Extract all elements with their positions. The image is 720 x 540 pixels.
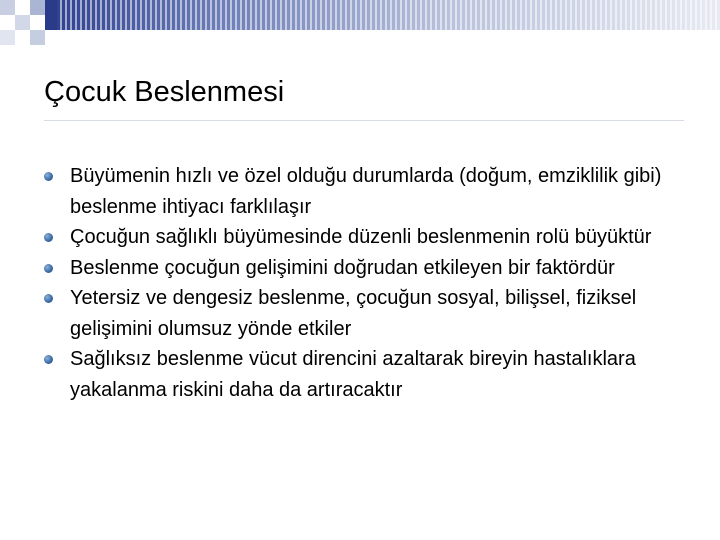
bullet-item	[44, 344, 694, 405]
title-divider	[44, 120, 684, 121]
decorative-square	[30, 0, 45, 15]
bullet-text: Sağlıksız beslenme vücut direncini azaltarak bireyin hastalıklara yakalanma riskini daha da artıracaktır	[70, 348, 636, 401]
bullet-text: Yetersiz ve dengesiz beslenme, çocuğun sosyal, bilişsel, fiziksel gelişimini olumsuz yönde etkiler	[70, 287, 637, 340]
decorative-square	[0, 30, 15, 45]
decorative-square	[0, 0, 15, 15]
slide-title: Çocuk Beslenmesi	[44, 76, 285, 108]
bullet-dot-icon	[44, 294, 53, 303]
decorative-header-bar	[45, 0, 720, 30]
bullet-item	[44, 222, 694, 253]
bullet-dot-icon	[44, 355, 53, 364]
decorative-square	[15, 15, 30, 30]
bullet-dot-icon	[44, 233, 53, 242]
bullet-list	[44, 161, 694, 405]
bullet-item	[44, 283, 694, 344]
bullet-text: Beslenme çocuğun gelişimini doğrudan etkileyen bir faktördür	[70, 256, 615, 279]
bullet-item	[44, 253, 694, 284]
bullet-text: Çocuğun sağlıklı büyümesinde düzenli beslenmenin rolü büyüktür	[70, 226, 652, 248]
decorative-header-bar-cap	[45, 0, 57, 30]
bullet-item	[44, 161, 694, 222]
bullet-dot-icon	[44, 264, 53, 273]
decorative-square	[30, 30, 45, 45]
bullet-text: Büyümenin hızlı ve özel olduğu durumlarda (doğum, emziklilik gibi) beslenme ihtiyacı farklılaşır	[70, 165, 662, 218]
bullet-dot-icon	[44, 172, 53, 181]
